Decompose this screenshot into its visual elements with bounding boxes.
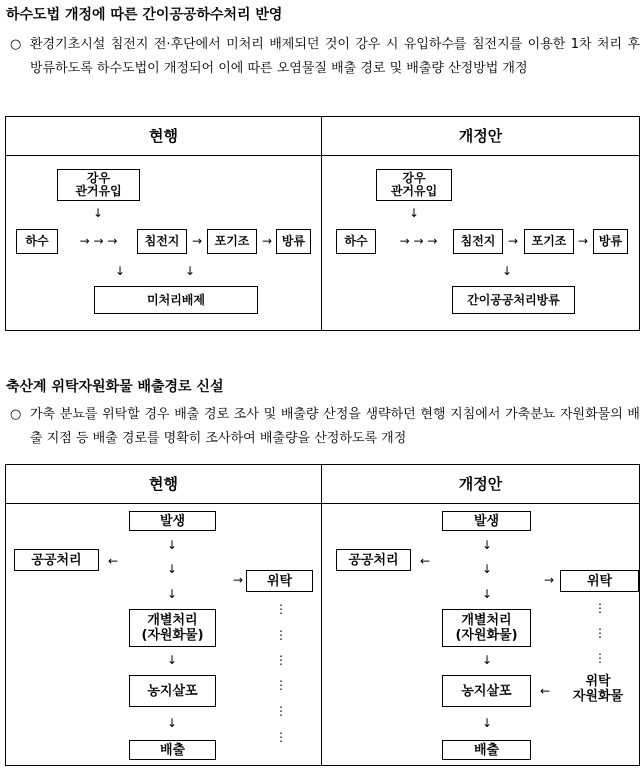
discharge-box: 방류 [593,229,628,254]
farmland-box: 농지살포 [129,675,216,707]
sedimentation-box: 침전지 [137,229,187,254]
dotted-arrow-icon: ⋮ [594,626,606,640]
left-arrow-icon: ← [419,554,431,568]
generation-box: 발생 [442,511,531,531]
section1-title: 하수도법 개정에 따른 간이공공하수처리 반영 [6,7,283,23]
dotted-arrow-icon: ⋮ [594,601,606,615]
left-arrow-icon: ← [539,684,551,698]
public-treatment-box: 공공처리 [14,549,99,571]
dotted-arrow-icon: ⋮ [275,730,287,744]
consignment-box: 위탁 [560,570,639,592]
public-treatment-box: 공공처리 [336,549,411,571]
rain-label: 강우 [402,171,426,185]
down-arrow-icon: ↓ [166,653,178,667]
sedimentation-box: 침전지 [453,229,503,254]
emission-box: 배출 [442,740,531,760]
individual-treatment-label: 개별처리 [147,613,198,628]
dotted-arrow-icon: ⋮ [275,678,287,692]
right-arrow-icon: → [261,234,273,248]
right-arrow-icon: → [191,234,203,248]
down-arrow-icon: ↓ [481,587,493,601]
sewage-box: 하수 [336,229,376,254]
right-arrow-icon: → [543,573,555,587]
header-current: 현행 [149,127,178,145]
down-arrow-icon: ↓ [166,587,178,601]
down-arrow-icon: ↓ [166,562,178,576]
header-revised: 개정안 [458,475,503,493]
section1-paragraph [10,33,640,107]
down-arrow-icon: ↓ [166,538,178,552]
individual-treatment-box [129,609,216,647]
down-arrow-icon: ↓ [481,653,493,667]
dotted-arrow-icon: ⋮ [275,628,287,642]
section2-table [5,464,640,766]
recycled-label: 자원화물 [572,689,624,704]
right-arrow-icon: → [577,234,589,248]
header-revised: 개정안 [458,127,503,145]
down-arrow-icon: ↓ [92,206,104,220]
individual-treatment-box [442,609,531,647]
aeration-box: 포기조 [207,229,257,254]
recycled-material-label: (자원화물) [141,628,204,643]
sewer-inflow-label: 관거유입 [390,184,438,198]
recycled-material-label: (자원화물) [455,628,518,643]
down-arrow-icon: ↓ [408,206,420,220]
rain-inflow-box [57,169,140,201]
discharge-box: 방류 [276,229,311,254]
rain-inflow-box [376,169,452,201]
section2-title: 축산계 위탁자원화물 배출경로 신설 [6,379,224,395]
sewage-box: 하수 [16,229,58,254]
aeration-box: 포기조 [524,229,574,254]
down-arrow-icon: ↓ [481,562,493,576]
right-arrow-icon: → [507,234,519,248]
sewer-inflow-label: 관거유입 [75,184,122,198]
right-arrow-icon: → [232,573,244,587]
down-arrow-icon: ↓ [481,538,493,552]
dotted-arrow-icon: ⋮ [275,602,287,616]
consignment-label: 위탁 [585,674,611,689]
down-arrow-icon: ↓ [114,264,126,278]
emission-box: 배출 [129,740,216,760]
consigned-recycled-label [556,674,640,704]
left-arrow-icon: ← [107,554,119,568]
rain-label: 강우 [86,171,111,185]
generation-box: 발생 [129,511,216,531]
column-divider [321,465,322,765]
dotted-arrow-icon: ⋮ [275,704,287,718]
section2-paragraph-text: 가축 분뇨를 위탁할 경우 배출 경로 조사 및 배출량 산정을 생략하던 현행 지침에서 가축분뇨 자원화물의 배출 지점 등 배출 경로를 명확히 조사하여 배출량을 산정하도록 개정 [30,407,640,446]
triple-right-arrow-icon: → → → [79,234,118,248]
bullet-icon: ○ [10,37,22,52]
down-arrow-icon: ↓ [184,264,196,278]
down-arrow-icon: ↓ [481,716,493,730]
section1-paragraph-text: 환경기초시설 침전지 전·후단에서 미처리 배제되던 것이 강우 시 유입하수를 침전지를 이용한 1차 처리 후 방류하도록 하수도법이 개정되어 이에 따른 오염물질 배출 경로 및 배출량 산정방법 개정 [30,37,640,76]
individual-treatment-label: 개별처리 [461,613,512,628]
section1-table [5,116,640,331]
dotted-arrow-icon: ⋮ [594,651,606,665]
consignment-box: 위탁 [246,570,313,592]
down-arrow-icon: ↓ [166,716,178,730]
triple-right-arrow-icon: → → → [399,234,438,248]
farmland-box: 농지살포 [442,675,531,707]
bullet-icon: ○ [10,407,22,422]
dotted-arrow-icon: ⋮ [275,653,287,667]
section2-paragraph [10,403,640,453]
down-arrow-icon: ↓ [501,264,513,278]
simple-treatment-box: 간이공공처리방류 [452,286,575,314]
header-current: 현행 [149,475,178,493]
untreated-box: 미처리배제 [94,286,258,314]
